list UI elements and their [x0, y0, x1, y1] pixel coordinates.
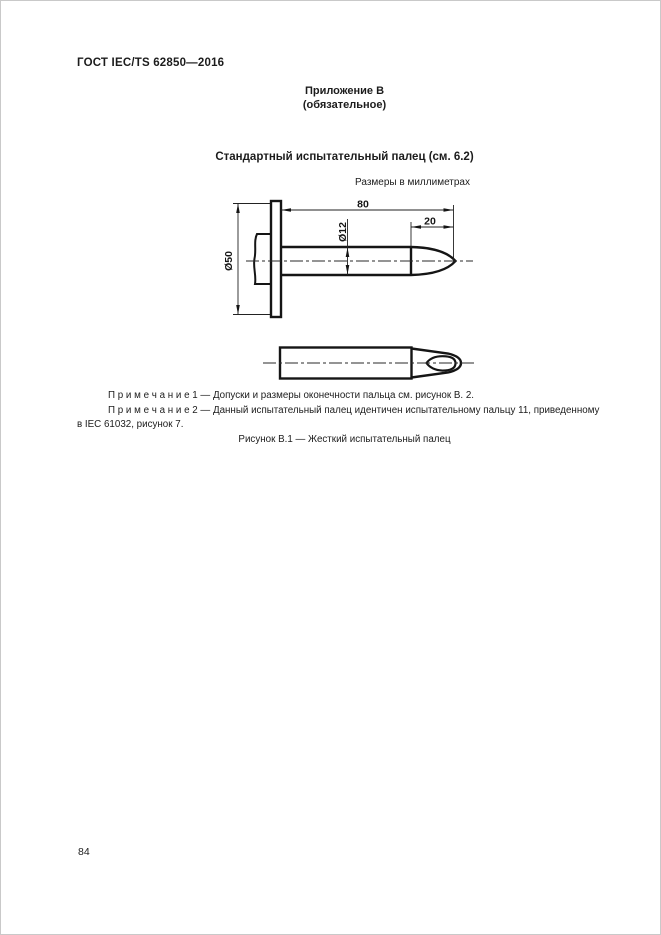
dim80-arrow-left [281, 208, 291, 212]
dim12-arrow-up [346, 248, 350, 258]
dim50-arrow-down [236, 305, 240, 315]
note-1: П р и м е ч а н и е 1 — Допуски и размеры оконечности пальца см. рисунок В. 2. [108, 390, 475, 401]
note-2-line-2: в IEC 61032, рисунок 7. [77, 418, 184, 430]
standard-number-header: ГОСТ IEC/TS 62850—2016 [77, 57, 225, 69]
appendix-title: Приложение В [304, 85, 385, 97]
test-finger-drawing [195, 192, 500, 395]
dim-label-rod-diameter: Ø12 [337, 222, 349, 242]
appendix-heading [77, 84, 612, 112]
section-title: Стандартный испытательный палец (см. 6.2) [215, 151, 474, 163]
flange-outline [271, 201, 281, 317]
dim20-arrow-right [444, 225, 454, 229]
dim-label-flange-diameter: Ø50 [223, 251, 235, 271]
side-view [263, 348, 476, 379]
dim50-arrow-up [236, 204, 240, 214]
page-number: 84 [78, 846, 90, 858]
note-2-line-1: П р и м е ч а н и е 2 — Данный испытательный палец идентичен испытательному пальцу 11, приведенному [108, 404, 600, 416]
dim20-arrow-left [411, 225, 421, 229]
dim12-arrow-down [346, 265, 350, 275]
dim80-arrow-right [444, 208, 454, 212]
units-note: Размеры в миллиметрах [355, 177, 470, 188]
dim-label-total-length: 80 [357, 198, 369, 211]
dim-label-tip-length: 20 [424, 215, 436, 228]
front-view [223, 199, 473, 318]
appendix-subtitle: (обязательное) [302, 99, 387, 111]
figure-caption: Рисунок В.1 — Жесткий испытательный палец [238, 434, 451, 445]
grip-outline [254, 234, 271, 284]
